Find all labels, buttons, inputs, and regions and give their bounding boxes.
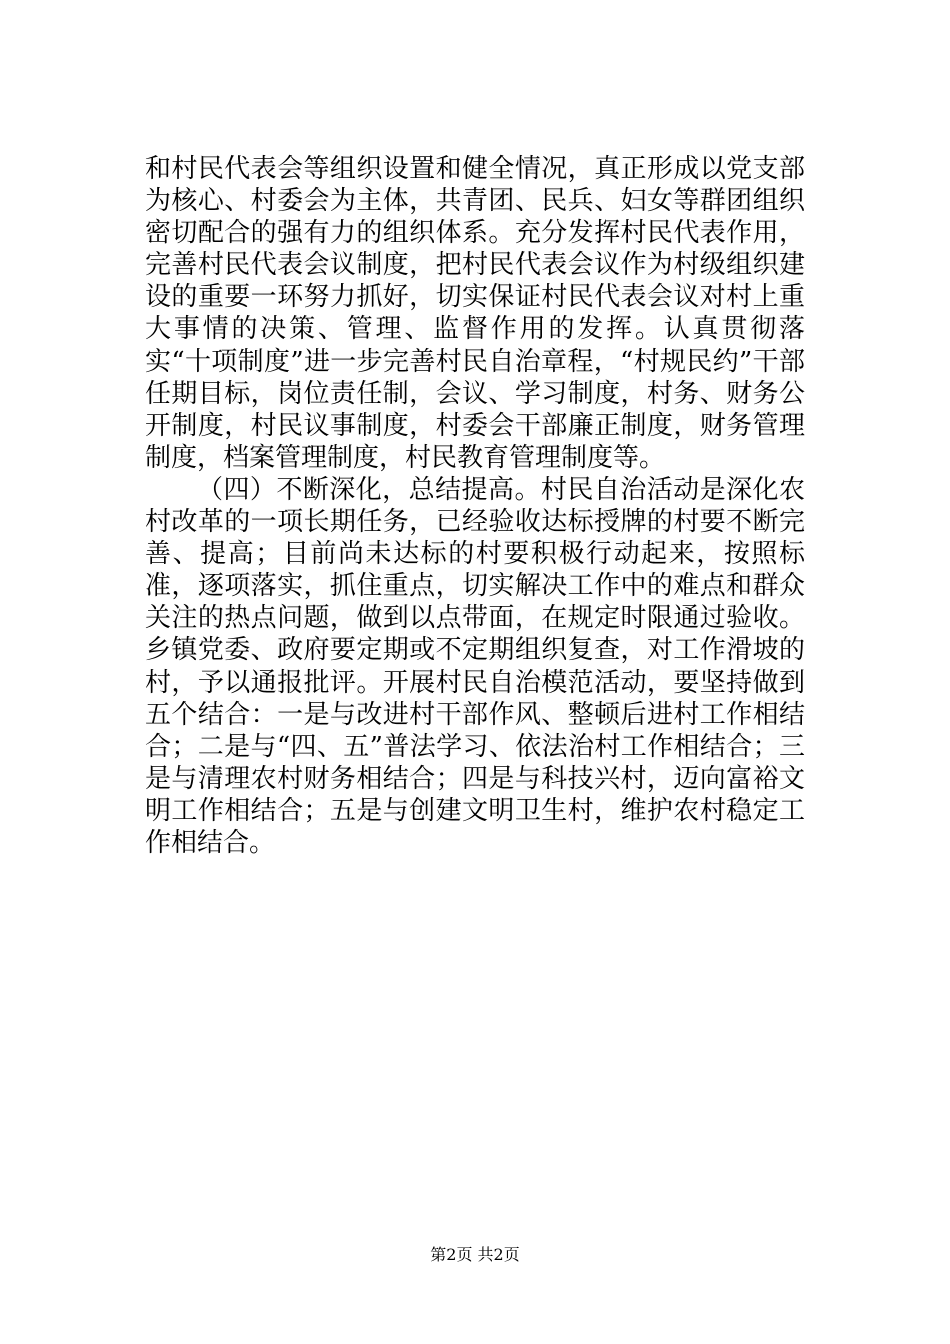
page-footer: 第2页 共2页 <box>430 1245 520 1264</box>
paragraph-continued: 和村民代表会等组织设置和健全情况，真正形成以党支部为核心、村委会为主体，共青团、民兵、妇女等群团组织密切配合的强有力的组织体系。充分发挥村民代表作用，完善村民代表会议制度，把村民代表会议作为村级组织建设的重要一环努力抓好，切实保证村民代表会议对村上重大事情的决策、管理、监督作用的发挥。认真贯彻落实“十项制度”进一步完善村民自治章程，“村规民约”干部任期目标，岗位责任制，会议、学习制度，村务、财务公开制度，村民议事制度，村委会干部廉正制度，财务管理制度，档案管理制度，村民教育管理制度等。 <box>145 154 805 473</box>
paragraph-section-four: （四）不断深化，总结提高。村民自治活动是深化农村改革的一项长期任务，已经验收达标授牌的村要不断完善、提高；目前尚未达标的村要积极行动起来，按照标准，逐项落实，抓住重点，切实解决工作中的难点和群众关注的热点问题，做到以点带面，在规定时限通过验收。乡镇党委、政府要定期或不定期组织复查，对工作滑坡的村，予以通报批评。开展村民自治模范活动，要坚持做到五个结合：一是与改进村干部作风、整顿后进村工作相结合；二是与“四、五”普法学习、依法治村工作相结合；三是与清理农村财务相结合；四是与科技兴村，迈向富裕文明工作相结合；五是与创建文明卫生村，维护农村稳定工作相结合。 <box>145 474 805 858</box>
document-body <box>145 153 805 859</box>
